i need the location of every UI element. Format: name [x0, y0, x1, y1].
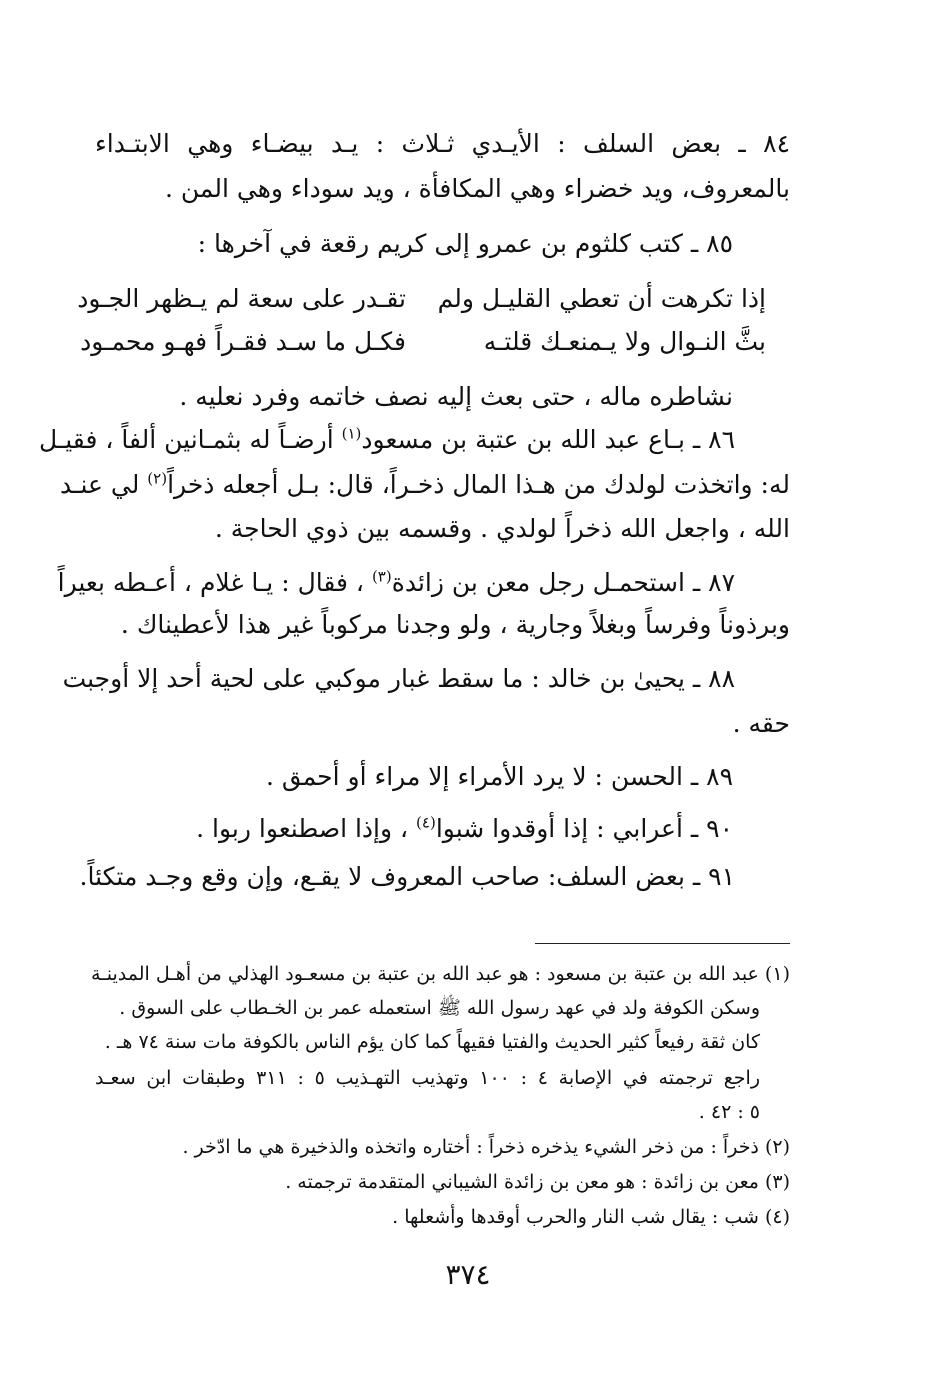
footnote-2: (٢) ذخراً : من ذخر الشيء يذخره ذخراً : أختاره واتخذه والذخيرة هي ما ادّخر . [182, 1136, 790, 1158]
paragraph-87-line-2: وبرذوناً وفرساً وبغلاً وجارية ، ولو وجدنا مركوباً غير هذا لأعطيناك . [120, 610, 790, 639]
paragraph-86-line-2 [60, 468, 790, 502]
paragraph-87-line-1 [57, 566, 735, 600]
paragraph-85-intro: ٨٥ ـ كتب كلثوم بن عمرو إلى كريم رقعة في آخرها : [197, 229, 733, 258]
paragraph-86-line-1 [39, 423, 735, 457]
footnote-ref-4[interactable]: (٤) [416, 813, 436, 832]
verse-2-second-hemistich: فكـل ما سـد فقـراً فهـو محمـود [80, 327, 406, 356]
footnote-1-line-4: راجع ترجمته في الإصابة ٤ : ١٠٠ وتهذيب التهـذيب ٥ : ٣١١ وطبقات ابن سعـد [95, 1067, 761, 1089]
footnote-1-line-2: وسكن الكوفة ولد في عهد رسول الله ﷺ استعمله عمر بن الخـطاب على السوق . [119, 997, 760, 1019]
p86-l2-text-b: لي عنـد [60, 470, 148, 499]
footnote-1-line-3: كان ثقة رفيعاً كثير الحديث والفتيا فقيهاً كما كان يؤم الناس بالكوفة مات سنة ٧٤ هـ . [104, 1031, 760, 1053]
footnote-ref-2[interactable]: (٢) [147, 469, 168, 488]
verse-1-second-hemistich: تقـدر على سعة لم يـظهر الجـود [77, 284, 406, 313]
p90-text-a: ٩٠ ـ أعرابي : إذا أوقدوا شبوا [435, 814, 733, 843]
paragraph-91: ٩١ ـ بعض السلف: صاحب المعروف لا يقـع، وإن وقع وجـد متكئاً. [79, 862, 735, 891]
page-number: ٣٧٤ [445, 1258, 491, 1291]
paragraph-89: ٨٩ ـ الحسن : لا يرد الأمراء إلا مراء أو أحمق . [265, 762, 733, 791]
p87-l1-text-b: ، فقال : يـا غلام ، أعـطه بعيراً [57, 568, 372, 597]
footnote-ref-1[interactable]: (١) [341, 424, 362, 443]
footnote-separator [535, 943, 790, 944]
p86-l1-text-a: ٨٦ ـ بـاع عبد الله بن عتبة بن مسعود [361, 425, 735, 454]
paragraph-84-line-1: ٨٤ ـ بعض السلف : الأيـدي ثـلاث : يـد بيضـاء وهي الابتـداء [95, 129, 790, 158]
paragraph-85-after-verse: نشاطره ماله ، حتى بعث إليه نصف خاتمه وفرد نعليه . [179, 382, 733, 411]
paragraph-86-line-3: الله ، واجعل الله ذخراً لولدي . وقسمه بين ذوي الحاجة . [214, 514, 790, 543]
footnote-4: (٤) شب : يقال شب النار والحرب أوقدها وأشعلها . [392, 1206, 790, 1228]
paragraph-90 [196, 812, 733, 846]
footnote-1-line-5: ٥ : ٤٢ . [698, 1101, 760, 1123]
paragraph-88-line-1: ٨٨ ـ يحيىٰ بن خالد : ما سقط غبار موكبي على لحية أحد إلا أوجبت [62, 664, 735, 693]
paragraph-84-line-2: بالمعروف، ويد خضراء وهي المكافأة ، ويد سوداء وهي المن . [164, 174, 790, 203]
p87-l1-text-a: ٨٧ ـ استحمـل رجل معن بن زائدة [391, 568, 735, 597]
p90-text-b: ، وإذا اصطنعوا ربوا . [196, 814, 417, 843]
p86-l2-text-a: له: واتخذت لولدك من هـذا المال ذخـراً، قال: بـل أجعله ذخراً [167, 470, 790, 499]
paragraph-88-line-2: حقه . [732, 709, 790, 738]
verse-1-first-hemistich: إذا تكرهت أن تعطي القليـل ولم [437, 284, 766, 313]
footnote-ref-3[interactable]: (٣) [371, 567, 392, 586]
verse-2-first-hemistich: بثَّ النـوال ولا يـمنعـك قلتـه [483, 327, 766, 356]
footnote-3: (٣) معن بن زائدة : هو معن بن زائدة الشيباني المتقدمة ترجمته . [285, 1171, 790, 1193]
p86-l1-text-b: أرضـاً له بثمـانين ألفاً ، فقيـل [39, 425, 342, 454]
footnote-1-line-1: (١) عبد الله بن عتبة بن مسعود : هو عبد الله بن عتبة بن مسعـود الهذلي من أهـل المدينـة [91, 963, 790, 985]
